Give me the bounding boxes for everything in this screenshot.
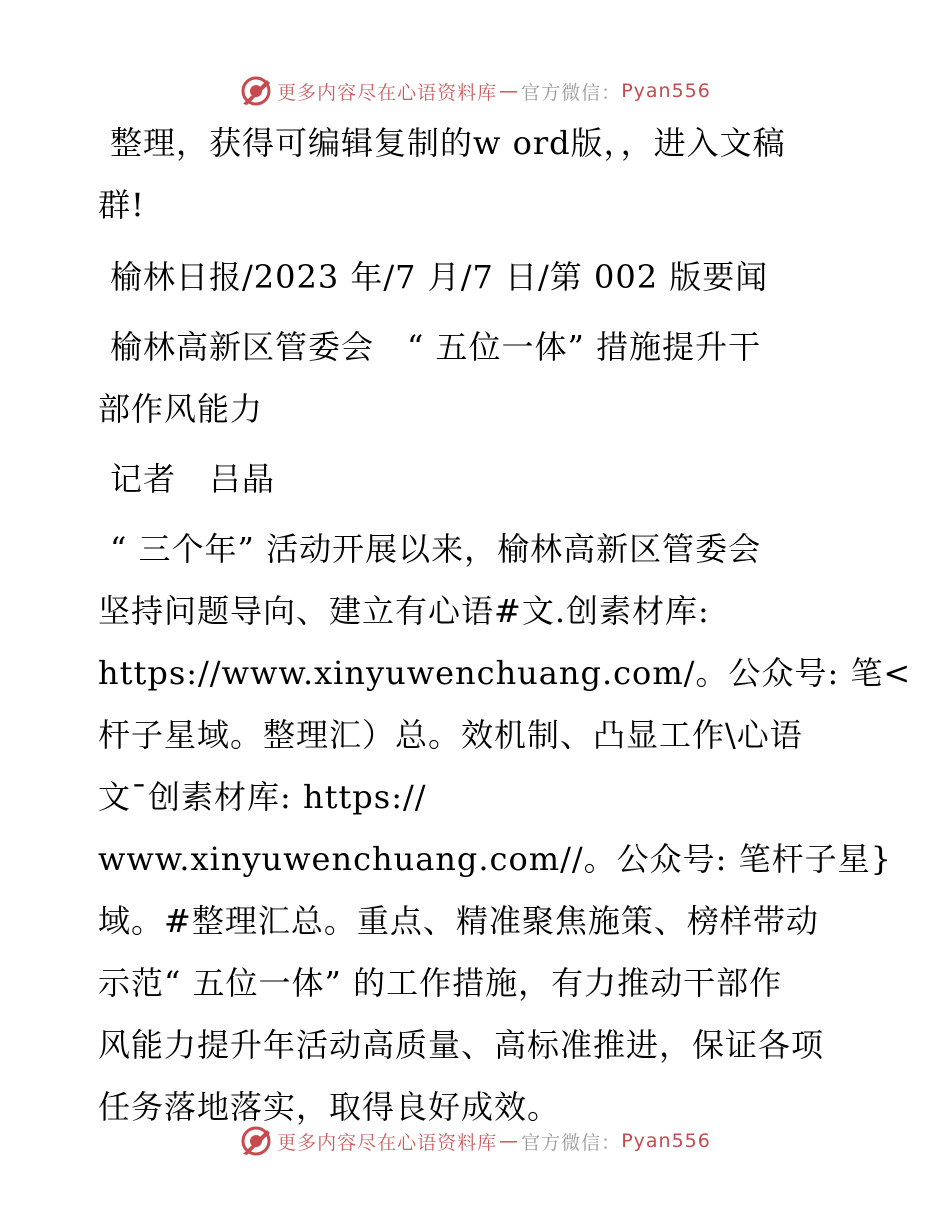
watermark-wechat-id: Pyan556 (621, 80, 711, 102)
body-line: 任务落地落实，取得良好成效。 (98, 1088, 561, 1126)
body-line: 域。#整理汇总。重点、精准聚焦施策、榜样带动 (98, 902, 819, 940)
body-line: 杆子星域。整理汇）总。效机制、凸显工作\心语 (98, 716, 803, 754)
watermark-text: 更多内容尽在心语资料库 (277, 1131, 498, 1154)
body-line: www.xinyuwenchuang.com//。公众号: 笔杆子星} (98, 840, 892, 878)
watermark-header (0, 74, 950, 108)
body-line: https://www.xinyuwenchuang.com/。公众号: 笔< (98, 654, 912, 692)
intro-line-1: 整理，获得可编辑复制的w ord版，，进入文稿 (110, 124, 786, 162)
watermark-label: 官方微信： (521, 81, 622, 104)
intro-line-2: 群! (98, 186, 145, 224)
body-line: 文¯创素材库: https:// (98, 778, 427, 816)
body-line: 风能力提升年活动高质量、高标准推进，保证各项 (98, 1026, 825, 1064)
watermark-footer (0, 1124, 950, 1158)
watermark-separator: — (499, 80, 520, 102)
body-line: 示范“ 五位一体” 的工作措施，有力推动干部作 (98, 964, 783, 1002)
watermark-label: 官方微信： (521, 1131, 622, 1154)
quill-logo-icon (239, 1124, 273, 1158)
watermark-wechat-id: Pyan556 (621, 1130, 711, 1152)
byline: 记者 吕晶 (110, 460, 276, 498)
document-body (98, 112, 912, 1138)
headline-line-2: 部作风能力 (98, 390, 264, 428)
watermark-separator: — (499, 1130, 520, 1152)
body-line: 坚持问题导向、建立有心语#文.创素材库: (98, 592, 710, 630)
headline-line-1: 榆林高新区管委会 “ 五位一体” 措施提升干 (110, 328, 762, 366)
body-line: “ 三个年” 活动开展以来，榆林高新区管委会 (110, 530, 762, 568)
source-line: 榆林日报/2023 年/7 月/7 日/第 002 版要闻 (110, 258, 769, 296)
watermark-text: 更多内容尽在心语资料库 (277, 81, 498, 104)
quill-logo-icon (239, 74, 273, 108)
